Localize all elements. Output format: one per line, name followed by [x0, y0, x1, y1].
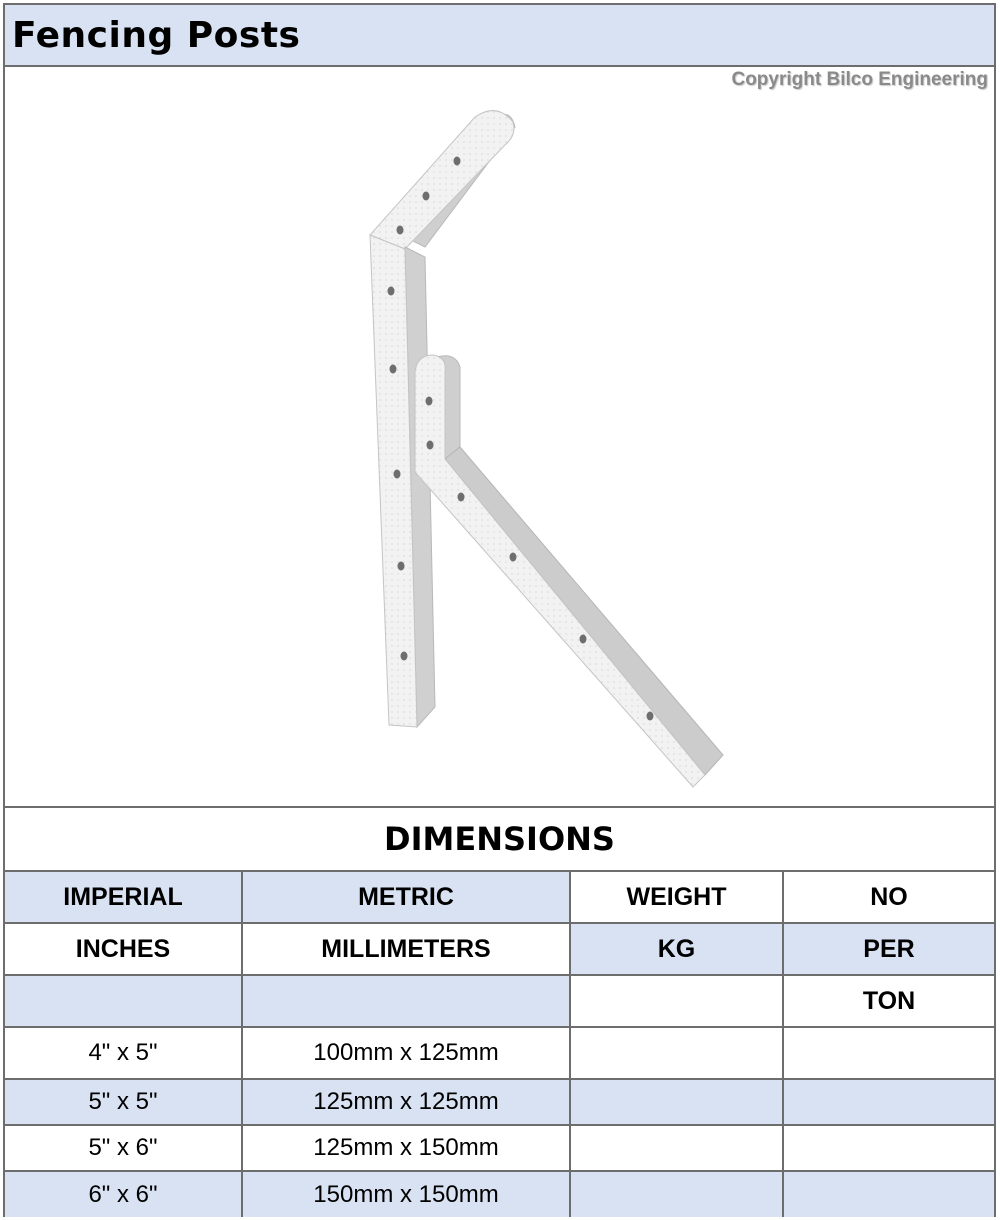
dimensions-heading [5, 806, 994, 870]
cell-per-ton [783, 1171, 994, 1217]
table-header-row [5, 871, 994, 923]
header-per: PER [783, 923, 994, 975]
cell-weight [570, 1125, 783, 1171]
header-ton: TON [783, 975, 994, 1027]
header-no: NO [783, 871, 994, 923]
header-blank [5, 975, 242, 1027]
cell-weight [570, 1079, 783, 1125]
cell-imperial: 5" x 6" [5, 1125, 242, 1171]
top-arm-face [370, 111, 514, 249]
cell-weight [570, 1027, 783, 1079]
cell-weight [570, 1171, 783, 1217]
cell-per-ton [783, 1027, 994, 1079]
header-inches: INCHES [5, 923, 242, 975]
header-metric: METRIC [242, 871, 570, 923]
header-millimeters: MILLIMETERS [242, 923, 570, 975]
header-imperial: IMPERIAL [5, 871, 242, 923]
header-weight: WEIGHT [570, 871, 783, 923]
cell-per-ton [783, 1079, 994, 1125]
fencing-post-svg [5, 67, 994, 807]
cell-per-ton [783, 1125, 994, 1171]
spec-sheet [3, 3, 996, 1217]
title-bar [5, 5, 994, 67]
table-row [5, 1171, 994, 1217]
copyright-notice: Copyright Bilco Engineering [731, 69, 988, 90]
table-row [5, 1027, 994, 1079]
fencing-post-drawing [5, 67, 994, 807]
cell-metric: 125mm x 125mm [242, 1079, 570, 1125]
table-row [5, 1125, 994, 1171]
cell-imperial: 6" x 6" [5, 1171, 242, 1217]
cell-metric: 100mm x 125mm [242, 1027, 570, 1079]
header-blank [242, 975, 570, 1027]
page-title: Fencing Posts [12, 15, 301, 56]
dimensions-heading-text: DIMENSIONS [384, 820, 615, 858]
header-kg: KG [570, 923, 783, 975]
table-header-row [5, 923, 994, 975]
cell-metric: 125mm x 150mm [242, 1125, 570, 1171]
header-blank [570, 975, 783, 1027]
table-header-row [5, 975, 994, 1027]
cell-imperial: 4" x 5" [5, 1027, 242, 1079]
table-row [5, 1079, 994, 1125]
cell-imperial: 5" x 5" [5, 1079, 242, 1125]
strut-diagonal-side [445, 447, 723, 775]
cell-metric: 150mm x 150mm [242, 1171, 570, 1217]
dimensions-table [5, 870, 994, 1217]
